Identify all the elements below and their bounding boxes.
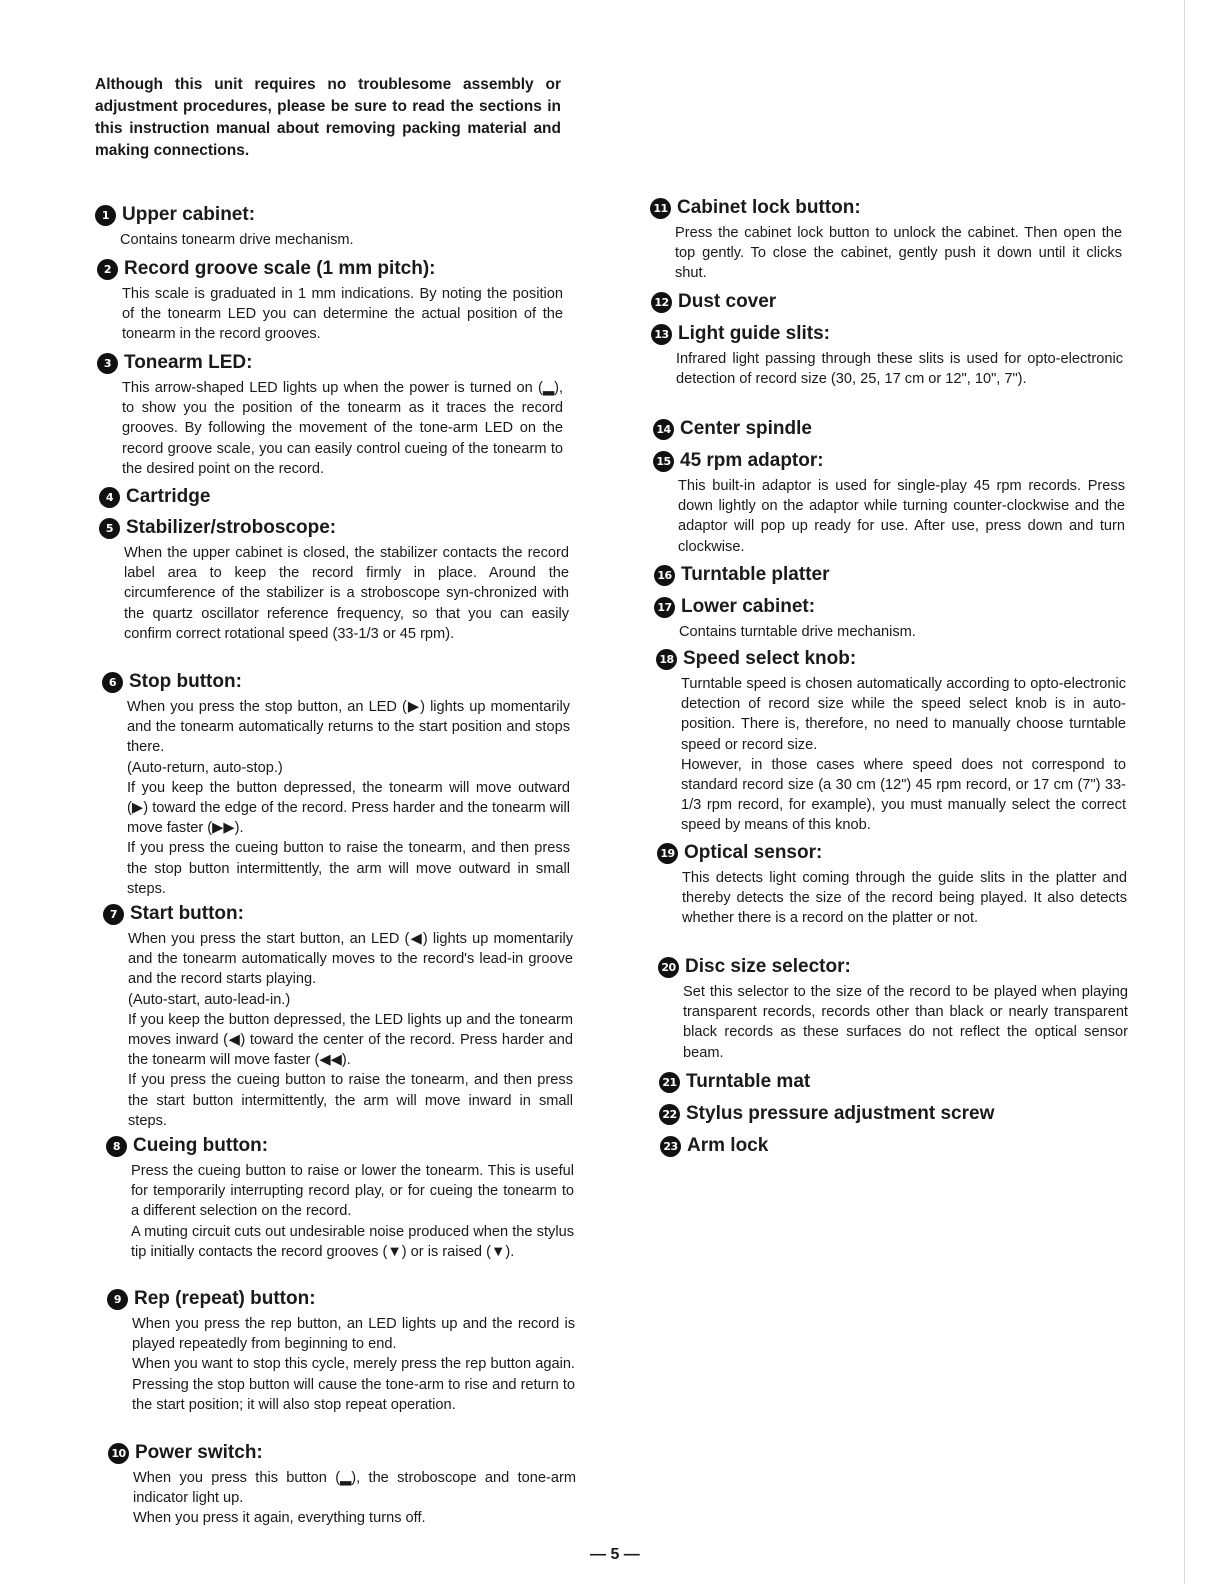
item-heading (651, 322, 1123, 346)
item-14 (653, 417, 1123, 441)
description-paragraph: If you keep the button depressed, the LED lights up and the tonearm moves inward (◀) toward the center of the record. Press harder and the tonearm will move faster (◀◀). (128, 1011, 573, 1069)
item-number-badge: 6 (102, 672, 123, 693)
item-heading (653, 449, 1125, 473)
item-title: Start button: (130, 903, 244, 924)
item-heading (99, 485, 567, 509)
item-number-badge: 20 (658, 957, 679, 978)
page-edge-line (1184, 0, 1185, 1584)
item-10 (108, 1441, 576, 1529)
description-paragraph: A muting circuit cuts out undesirable noise produced when the stylus tip initially contacts the record grooves (▼) or is raised (▼). (131, 1223, 574, 1260)
item-title: Power switch: (135, 1442, 263, 1463)
item-22 (659, 1102, 1129, 1126)
item-21 (659, 1070, 1129, 1094)
item-heading (654, 563, 1124, 587)
item-description (650, 223, 1122, 284)
description-paragraph: If you press the cueing button to raise the tonearm, and then press the stop button intermittently, the arm will move outward in small steps. (127, 840, 570, 897)
description-paragraph: However, in those cases where speed does not correspond to standard record size (a 30 cm (12") 45 rpm record, or 17 cm (7") 33-1/3 rpm record, for example), you must manually select the correct speed by means of this knob. (681, 756, 1126, 834)
item-description (108, 1468, 576, 1529)
item-title: Lower cabinet: (681, 596, 816, 617)
item-description (657, 868, 1127, 929)
item-heading (659, 1102, 1129, 1126)
item-number-badge: 15 (653, 451, 674, 472)
item-12 (651, 290, 1121, 314)
item-number-badge: 19 (657, 843, 678, 864)
item-7 (103, 902, 573, 1131)
description-paragraph: This scale is graduated in 1 mm indications. By noting the position of the tonearm LED you can determine the actual position of the tonearm in the record grooves. (122, 286, 563, 343)
item-description (102, 697, 570, 899)
description-paragraph: Turntable speed is chosen automatically according to opto-electronic detection of record size while the speed select knob is in auto-position. There is, therefore, no need to manually choose turntable speed or record size. (681, 676, 1126, 753)
item-heading (97, 351, 563, 375)
item-title: Stylus pressure adjustment screw (686, 1103, 995, 1124)
item-title: Stabilizer/stroboscope: (126, 517, 337, 538)
description-paragraph: When you press this button (▂), the stroboscope and tone-arm indicator light up. (133, 1470, 576, 1507)
item-2 (97, 257, 563, 345)
item-title: Turntable platter (681, 564, 830, 585)
intro-paragraph: Although this unit requires no troublesome assembly or adjustment procedures, please be sure to read the sections in this instruction manual about removing packing material and making connections. (95, 76, 561, 159)
item-description (658, 982, 1128, 1063)
item-4 (99, 485, 567, 509)
item-description (653, 476, 1125, 557)
description-paragraph: Contains tonearm drive mechanism. (120, 232, 354, 248)
item-title: Turntable mat (686, 1071, 811, 1092)
item-heading (650, 196, 1122, 220)
item-heading (99, 516, 569, 540)
item-title: Dust cover (678, 291, 777, 312)
item-description (97, 284, 563, 345)
item-number-badge: 23 (660, 1136, 681, 1157)
item-number-badge: 8 (106, 1136, 127, 1157)
description-paragraph: If you press the cueing button to raise the tonearm, and then press the start button intermittently, the arm will move inward in small steps. (128, 1072, 573, 1129)
description-paragraph: When you press it again, everything turns off. (133, 1510, 426, 1527)
item-title: Tonearm LED: (124, 352, 253, 373)
item-title: Optical sensor: (684, 842, 823, 863)
item-description (95, 230, 565, 250)
description-paragraph: Press the cabinet lock button to unlock the cabinet. Then open the top gently. To close the cabinet, gently push it down until it clicks shut. (675, 225, 1122, 282)
item-description (106, 1161, 574, 1262)
item-heading (103, 902, 573, 926)
item-17 (654, 595, 1124, 642)
description-paragraph: This detects light coming through the guide slits in the platter and thereby detects the size of the record being played. It also detects whether there is a record on the platter or not. (682, 870, 1127, 927)
item-title: Speed select knob: (683, 648, 857, 669)
item-title: Arm lock (687, 1135, 769, 1156)
description-paragraph: When you press the start button, an LED (◀) lights up momentarily and the tonearm automatically moves to the record's lead-in groove and the record starts playing. (128, 931, 573, 988)
item-number-badge: 11 (650, 198, 671, 219)
description-paragraph: Press the cueing button to raise or lower the tonearm. This is useful for temporarily interrupting record play, or for cueing the tonearm to a different selection on the record. (131, 1163, 574, 1220)
item-title: 45 rpm adaptor: (680, 450, 824, 471)
item-title: Cartridge (126, 486, 211, 507)
item-number-badge: 10 (108, 1443, 129, 1464)
item-number-badge: 12 (651, 292, 672, 313)
item-number-badge: 9 (107, 1289, 128, 1310)
item-heading (656, 647, 1126, 671)
item-heading (654, 595, 1124, 619)
item-description (107, 1314, 575, 1415)
item-title: Cabinet lock button: (677, 197, 861, 218)
item-16 (654, 563, 1124, 587)
item-heading (95, 203, 565, 227)
description-paragraph: Contains turntable drive mechanism. (679, 624, 916, 640)
description-paragraph: (Auto-return, auto-stop.) (127, 759, 283, 776)
item-number-badge: 13 (651, 324, 672, 345)
item-description (654, 622, 1124, 642)
item-description (651, 349, 1123, 389)
item-heading (102, 670, 570, 694)
item-heading (106, 1134, 574, 1158)
description-paragraph: When you press the stop button, an LED (▶) lights up momentarily and the tonearm automatically returns to the start position and stops there. (127, 699, 570, 756)
description-paragraph: When you press the rep button, an LED lights up and the record is played repeatedly from beginning to end. (132, 1316, 575, 1353)
item-description (656, 674, 1126, 836)
page-number: — 5 — (590, 1546, 640, 1563)
item-number-badge: 18 (656, 649, 677, 670)
description-paragraph: This arrow-shaped LED lights up when the power is turned on (▂), to show you the position of the tonearm as it traces the record grooves. By following the movement of the tone-arm LED on the record groove scale, you can easily control cueing of the tonearm to the desired point on the record. (122, 380, 563, 477)
item-9 (107, 1287, 575, 1415)
item-title: Rep (repeat) button: (134, 1288, 316, 1309)
item-heading (657, 841, 1127, 865)
item-description (99, 543, 569, 644)
item-number-badge: 2 (97, 259, 118, 280)
item-title: Record groove scale (1 mm pitch): (124, 258, 436, 279)
description-paragraph: (Auto-start, auto-lead-in.) (128, 991, 291, 1008)
item-number-badge: 14 (653, 419, 674, 440)
item-heading (653, 417, 1123, 441)
item-heading (651, 290, 1121, 314)
item-18 (656, 647, 1126, 836)
item-3 (97, 351, 563, 479)
item-15 (653, 449, 1125, 557)
item-heading (660, 1134, 1130, 1158)
item-heading (107, 1287, 575, 1311)
item-heading (97, 257, 563, 281)
item-number-badge: 4 (99, 487, 120, 508)
item-number-badge: 3 (97, 353, 118, 374)
item-5 (99, 516, 569, 644)
item-title: Light guide slits: (678, 323, 830, 344)
item-1 (95, 203, 565, 250)
item-11 (650, 196, 1122, 284)
item-number-badge: 21 (659, 1072, 680, 1093)
item-number-badge: 17 (654, 597, 675, 618)
item-20 (658, 955, 1128, 1063)
item-19 (657, 841, 1127, 929)
item-heading (108, 1441, 576, 1465)
description-paragraph: Infrared light passing through these slits is used for opto-electronic detection of record size (30, 25, 17 cm or 12", 10", 7"). (676, 351, 1123, 388)
description-paragraph: If you keep the button depressed, the tonearm will move outward (▶) toward the edge of the record. Press harder and the tonearm will move faster (▶▶). (127, 779, 570, 837)
item-title: Cueing button: (133, 1135, 269, 1156)
item-number-badge: 5 (99, 518, 120, 539)
item-23 (660, 1134, 1130, 1158)
item-description (97, 378, 563, 479)
item-title: Center spindle (680, 418, 812, 439)
item-title: Disc size selector: (685, 956, 851, 977)
item-number-badge: 22 (659, 1104, 680, 1125)
description-paragraph: When you want to stop this cycle, merely press the rep button again. Pressing the stop button will cause the tone-arm to rise and return to the start position; it will also stop repeat operation. (132, 1356, 575, 1413)
description-paragraph: This built-in adaptor is used for single-play 45 rpm records. Press down lightly on the adaptor while turning counter-clockwise and the adaptor will pop up ready for use. After use, press down and turn clockwise. (678, 478, 1125, 555)
item-heading (659, 1070, 1129, 1094)
item-13 (651, 322, 1123, 389)
description-paragraph: When the upper cabinet is closed, the stabilizer contacts the record label area to keep the record firmly in place. Around the circumference of the stabilizer is a stroboscope syn-chronized with the quartz oscillator reference frequency, so that you can easily confirm correct rotational speed (33-1/3 or 45 rpm). (124, 545, 569, 642)
item-description (103, 929, 573, 1131)
item-6 (102, 670, 570, 899)
item-8 (106, 1134, 574, 1262)
item-number-badge: 1 (95, 205, 116, 226)
item-number-badge: 16 (654, 565, 675, 586)
item-number-badge: 7 (103, 904, 124, 925)
item-title: Upper cabinet: (122, 204, 256, 225)
item-title: Stop button: (129, 671, 242, 692)
description-paragraph: Set this selector to the size of the record to be played when playing transparent records, records other than black or nearly transparent black records as these surfaces do not reflect the optical sensor beam. (683, 984, 1128, 1061)
item-heading (658, 955, 1128, 979)
